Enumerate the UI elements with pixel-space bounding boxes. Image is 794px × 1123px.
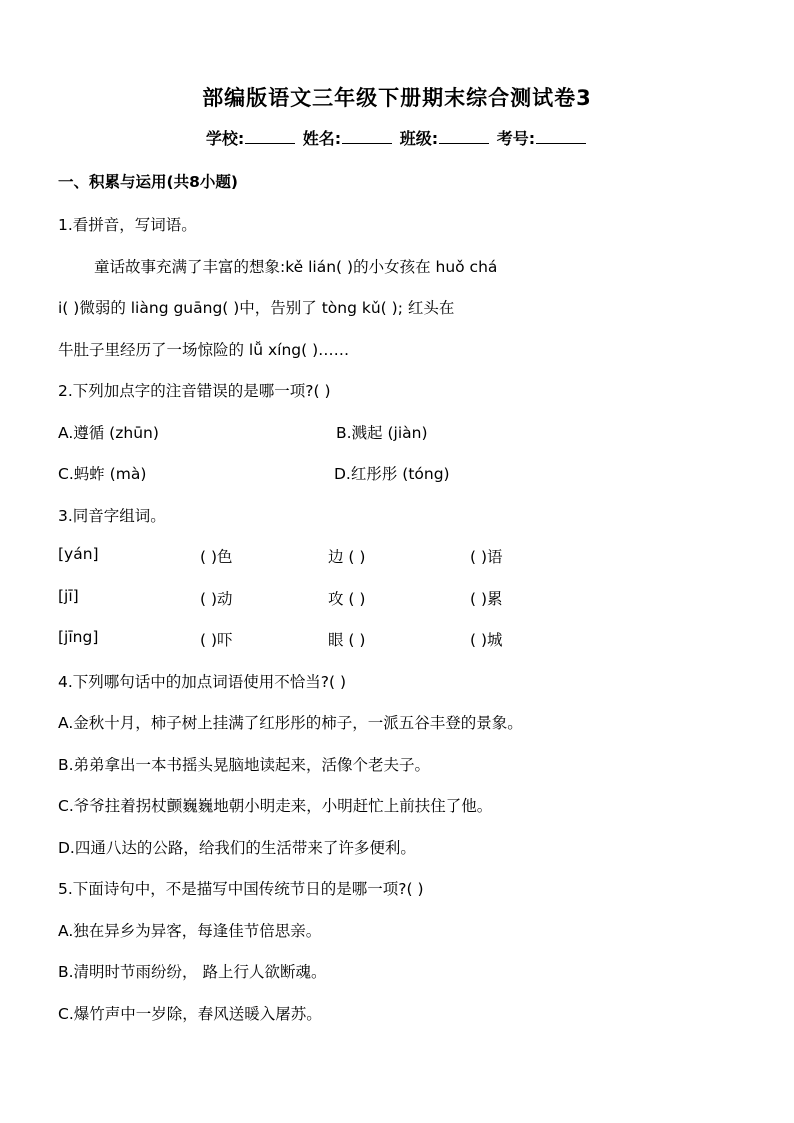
question-2-stem: 2.下列加点字的注音错误的是哪一项?( ) bbox=[58, 382, 331, 400]
question-3-row-cell: 眼 ( ) bbox=[328, 631, 366, 649]
question-1-line-2: i( )微弱的 liàng guāng( )中，告别了 tòng kǔ( ); 红头在 bbox=[58, 299, 455, 317]
question-2-option-a: A.遵循 (zhūn) bbox=[58, 424, 159, 442]
school-blank[interactable] bbox=[245, 129, 295, 144]
question-5-option-c: C.爆竹声中一岁除，春风送暖入屠苏。 bbox=[58, 1005, 322, 1023]
class-blank[interactable] bbox=[439, 129, 489, 144]
question-3-row-cell: ( )语 bbox=[470, 548, 503, 566]
class-label: 班级: bbox=[399, 129, 439, 148]
question-4-option-a: A.金秋十月，柿子树上挂满了红彤彤的柿子，一派五谷丰登的景象。 bbox=[58, 714, 523, 732]
question-5-option-b: B.清明时节雨纷纷， 路上行人欲断魂。 bbox=[58, 963, 327, 981]
question-5-option-a: A.独在异乡为异客，每逢佳节倍思亲。 bbox=[58, 922, 322, 940]
exam-title: 部编版语文三年级下册期末综合测试卷3 bbox=[202, 86, 592, 110]
question-3-row-cell: ( )累 bbox=[470, 590, 503, 608]
student-info-line bbox=[0, 126, 794, 149]
question-3-row-pinyin: [jīng] bbox=[58, 628, 99, 646]
question-3-row-cell: ( )动 bbox=[200, 590, 233, 608]
section-heading: 一、积累与运用(共8小题) bbox=[58, 173, 238, 191]
name-blank[interactable] bbox=[342, 129, 392, 144]
question-2-option-b: B.溅起 (jiàn) bbox=[336, 424, 428, 442]
question-2-option-c: C.蚂蚱 (mà) bbox=[58, 465, 147, 483]
question-4-option-d: D.四通八达的公路，给我们的生活带来了许多便利。 bbox=[58, 839, 416, 857]
question-2-option-d: D.红彤彤 (tóng) bbox=[334, 465, 450, 483]
question-5-stem: 5.下面诗句中，不是描写中国传统节日的是哪一项?( ) bbox=[58, 880, 424, 898]
question-3-row-cell: ( )城 bbox=[470, 631, 503, 649]
question-3-row-pinyin: [yán] bbox=[58, 545, 99, 563]
question-3-stem: 3.同音字组词。 bbox=[58, 507, 166, 525]
number-blank[interactable] bbox=[536, 129, 586, 144]
question-3-row-cell: ( )吓 bbox=[200, 631, 233, 649]
question-3-row-cell: 边 ( ) bbox=[328, 548, 366, 566]
name-label: 姓名: bbox=[302, 129, 342, 148]
school-label: 学校: bbox=[205, 129, 245, 148]
question-4-stem: 4.下列哪句话中的加点词语使用不恰当?( ) bbox=[58, 673, 347, 691]
question-1-line-1: 童话故事充满了丰富的想象:kě lián( )的小女孩在 huǒ chá bbox=[94, 258, 498, 276]
question-3-row-cell: 攻 ( ) bbox=[328, 590, 366, 608]
question-3-row-cell: ( )色 bbox=[200, 548, 233, 566]
question-4-option-b: B.弟弟拿出一本书摇头晃脑地读起来，活像个老夫子。 bbox=[58, 756, 431, 774]
question-3-row-pinyin: [jī] bbox=[58, 587, 79, 605]
question-1-line-3: 牛肚子里经历了一场惊险的 lǚ xíng( )…… bbox=[58, 341, 350, 359]
number-label: 考号: bbox=[496, 129, 536, 148]
question-4-option-c: C.爷爷拄着拐杖颤巍巍地朝小明走来，小明赶忙上前扶住了他。 bbox=[58, 797, 493, 815]
question-1-stem: 1.看拼音，写词语。 bbox=[58, 216, 197, 234]
